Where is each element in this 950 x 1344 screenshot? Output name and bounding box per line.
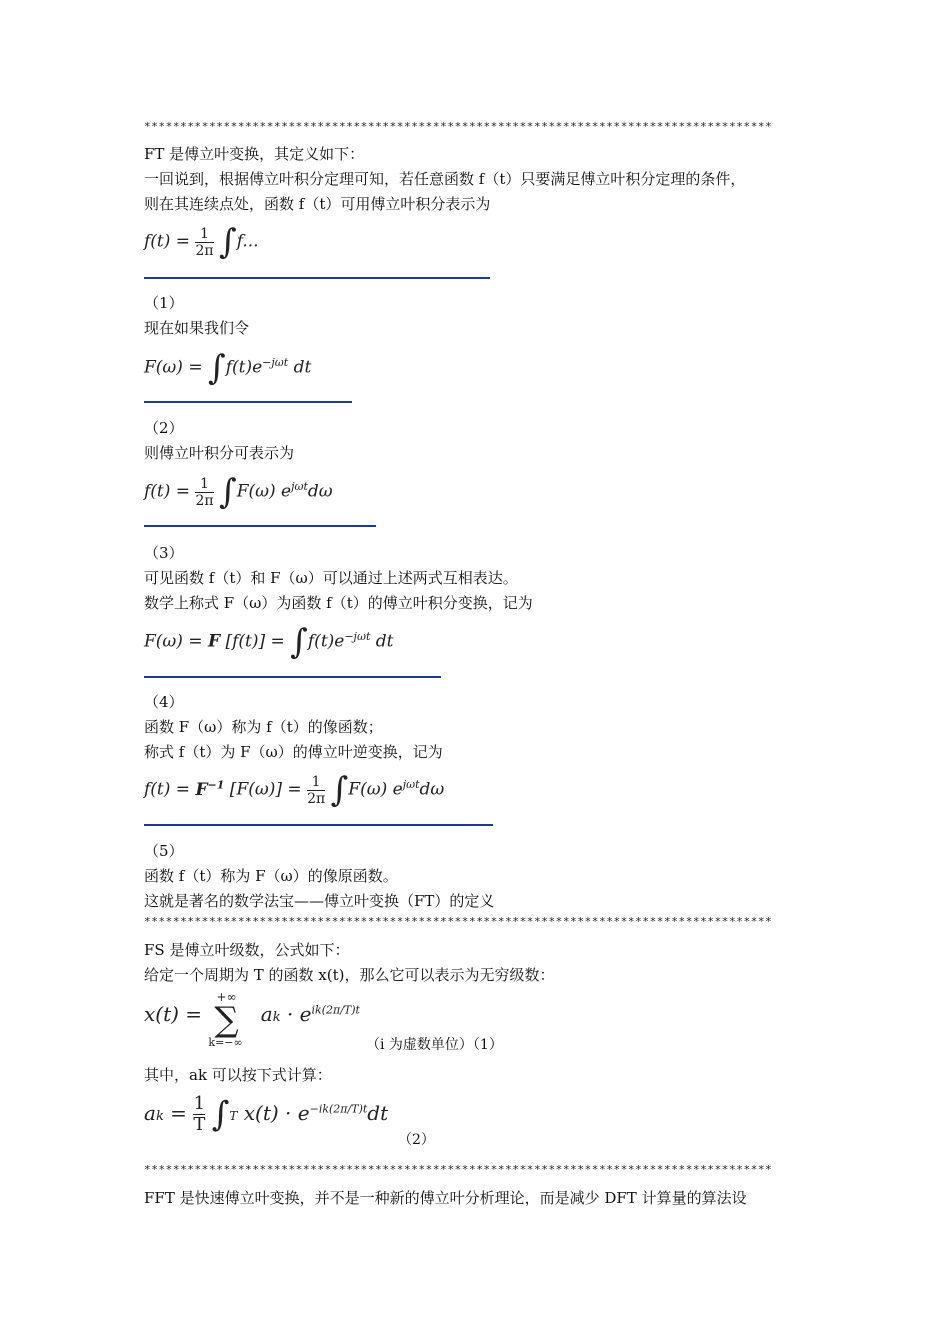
equation-ft-3: f(t) = $\frac{1}{2\pi}$ ∫F(ω) $e^{j\omega t}d\omega$	[144, 472, 333, 512]
eq5-label: （5）	[144, 842, 184, 860]
text-image-function: 函数 F（ω）称为 f（t）的像函数；	[144, 718, 383, 736]
eq4-label: （4）	[144, 693, 184, 711]
text-original-function: 函数 f（t）称为 F（ω）的像原函数。	[144, 867, 398, 885]
equation-ft-5: $f(t) = F^{-1}$ [F(ω)] = $\frac{1}{2\pi}$ ∫F(ω) $e^{j\omega t}d\omega$	[144, 770, 445, 810]
text-let: 现在如果我们令	[144, 319, 250, 337]
eq3-label: （3）	[144, 544, 184, 562]
equation-underline	[144, 401, 352, 403]
text-mutual: 可见函数 f（t）和 F（ω）可以通过上述两式互相表达。	[144, 569, 518, 587]
ft-intro-line2: 则在其连续点处，函数 f（t）可用傅立叶积分表示为	[144, 195, 491, 213]
ft-heading: FT 是傅立叶变换，其定义如下：	[144, 145, 365, 163]
equation-ft-1: f(t) = $\frac{1}{2\pi}$ ∫f...	[144, 222, 259, 262]
fs-intro: 给定一个周期为 T 的函数 x(t)，那么它可以表示为无穷级数：	[144, 966, 555, 984]
separator-line: ***************************************************************************************	[144, 120, 773, 133]
eq2-label: （2）	[144, 419, 184, 437]
text-then: 则傅立叶积分可表示为	[144, 444, 295, 462]
text-inverse: 称式 f（t）为 F（ω）的傅立叶逆变换，记为	[144, 743, 443, 761]
text-math: 数学上称式 F（ω）为函数 f（t）的傅立叶积分变换，记为	[144, 594, 533, 612]
fs-eq1-label: （i 为虚数单位）（1）	[366, 1037, 503, 1053]
equation-underline	[144, 824, 493, 826]
eq1-label: （1）	[144, 294, 184, 312]
equation-underline	[144, 277, 490, 279]
equation-fs-1: x(t) = +∞ ∑ k=−∞ ak · $e^{ik(2\pi/T)t}$	[144, 990, 360, 1049]
text-ak: 其中，ak 可以按下式计算：	[144, 1066, 332, 1084]
equation-ft-4: F(ω) = F $[f(t)] = \int f(t)e^{-j\omega t}$ dt	[144, 622, 394, 662]
separator-line: ***************************************************************************************	[144, 1163, 773, 1176]
text-famous: 这就是著名的数学法宝——傅立叶变换（FT）的定义	[144, 892, 495, 910]
fs-eq2-label: （2）	[398, 1132, 435, 1148]
fft-text: FFT 是快速傅立叶变换，并不是一种新的傅立叶分析理论，而是减少 DFT 计算量的算法设	[144, 1189, 747, 1207]
equation-ft-2: $F(\omega) = \int f(t)e^{-j\omega t}$ dt	[144, 348, 312, 388]
ft-intro-line1: 一回说到，根据傅立叶积分定理可知，若任意函数 f（t）只要满足傅立叶积分定理的条件，	[144, 170, 746, 188]
fs-heading: FS 是傅立叶级数，公式如下：	[144, 941, 350, 959]
equation-underline	[144, 676, 441, 678]
equation-fs-2: ak = $\frac{1}{T}$ ∫T $x(t) \cdot e^{-ik(2\pi/T)t}dt$	[144, 1093, 389, 1135]
separator-line: ***************************************************************************************	[144, 915, 773, 928]
equation-underline	[144, 525, 376, 527]
